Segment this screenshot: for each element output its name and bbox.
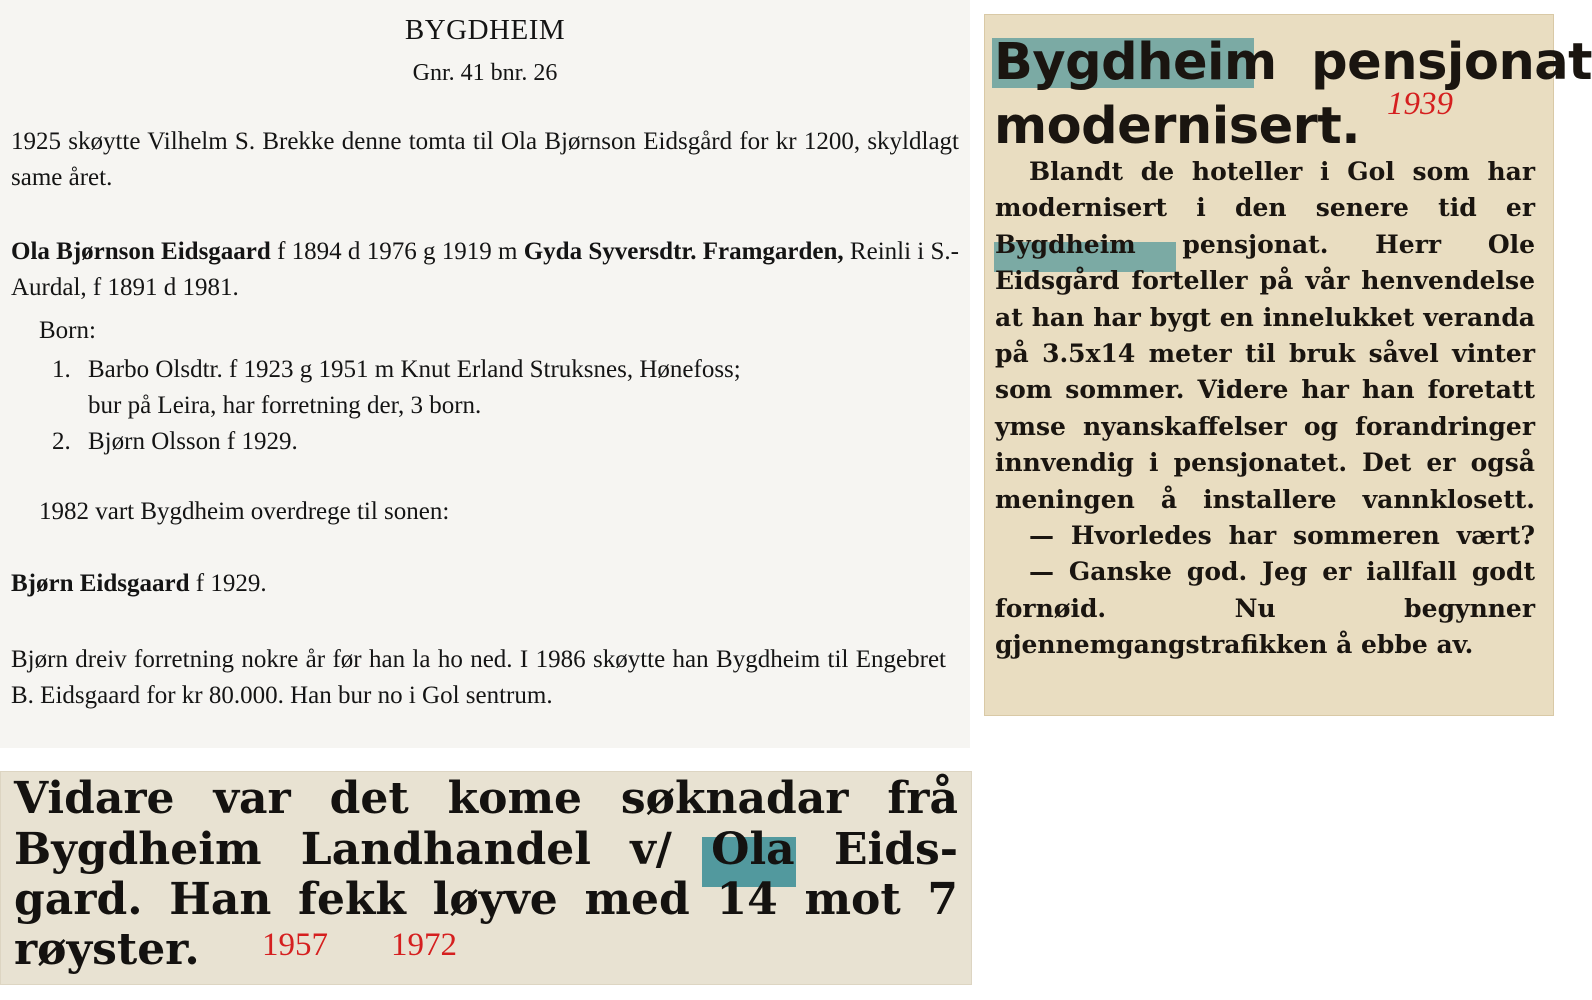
clipping-line: røyster.: [14, 924, 200, 975]
newspaper-clipping-1939: [984, 14, 1592, 716]
clipping-headline-line2: modernisert.: [994, 97, 1361, 156]
paragraph-sale-1986: Bjørn dreiv forretning nokre år før han la ho ned. I 1986 skøytte han Bygdheim til Engebret B. Eidsgaard for kr 80.000. Han bur no i Gol sentrum.: [11, 646, 946, 709]
page-heading: BYGDHEIM: [404, 14, 566, 46]
clipping-body: [995, 154, 1535, 664]
clipping-paragraph-1: Blandt de hoteller i Gol som har modernisert i den senere tid er Bygdheim pensjonat. Herr Ole Eidsgård forteller på vår henvendelse at han har bygt en innelukket veranda på 3.5x14 meter til bruk såvel vinter som sommer. Videre har han foretatt ymse nyanskaffelser og forandringer innvendig i pensjonatet. Det er også meningen å installere vannklosett.: [995, 157, 1535, 514]
clipping-line: Bygdheim Landhandel v/ Ola Eids-: [14, 824, 958, 875]
child-number: 2.: [52, 428, 71, 455]
spouse-details: Reinli i S.-Aurdal, f 1891 d 1981.: [11, 238, 959, 301]
paragraph-deed-1925: 1925 skøytte Vilhelm S. Brekke denne tomta til Ola Bjørnson Eidsgård for kr 1200, skyldlagt same året.: [11, 128, 959, 191]
owner-dates: f 1894 d 1976 g 1919 m: [270, 238, 524, 265]
owner-name-ola: Ola Bjørnson Eidsgaard: [11, 238, 271, 265]
spouse-name-gyda: Gyda Syversdtr. Framgarden,: [523, 238, 844, 265]
child-line: Barbo Olsdtr. f 1923 g 1951 m Knut Erland Struksnes, Hønefoss;: [88, 356, 741, 383]
child-line: Bjørn Olsson f 1929.: [88, 428, 298, 455]
child-line-continued: bur på Leira, har forretning der, 3 born.: [88, 392, 482, 419]
clipping-line: Vidare var det kome søknadar frå: [14, 773, 958, 824]
book-page-panel: [0, 0, 970, 748]
headline-word-bygdheim: Bygdheim: [994, 33, 1277, 92]
paragraph-owner-ola: [11, 234, 959, 306]
clipping-paragraph-3: — Ganske god. Jeg er iallfall godt fornøid. Nu begynner gjennemgangstrafikken å ebbe av.: [995, 557, 1535, 660]
clipping-line: gard. Han fekk løyve med 14 mot 7: [14, 874, 958, 925]
property-number: Gnr. 41 bnr. 26: [412, 60, 558, 86]
headline-word-pensjonat: pensjonat: [1311, 33, 1592, 92]
child-item-1: [52, 352, 952, 424]
clipping-headline: [994, 34, 1592, 92]
child-item-2: [52, 424, 952, 460]
year-annotation-1939: 1939: [1387, 86, 1453, 122]
clipping-paragraph-2: — Hvorledes har sommeren vært?: [1029, 521, 1535, 551]
child-number: 1.: [52, 356, 71, 383]
year-annotation-1972: 1972: [391, 927, 457, 963]
newspaper-clipping-bottom: [0, 771, 972, 985]
paragraph-transfer-1982: 1982 vart Bygdheim overdrege til sonen:: [39, 498, 450, 525]
owner-name-bjorn: Bjørn Eidsgaard: [11, 570, 190, 597]
owner-birth: f 1929.: [189, 570, 267, 597]
children-label: Born:: [39, 317, 96, 344]
paragraph-owner-bjorn: [11, 570, 267, 598]
year-annotation-1957: 1957: [262, 927, 328, 963]
